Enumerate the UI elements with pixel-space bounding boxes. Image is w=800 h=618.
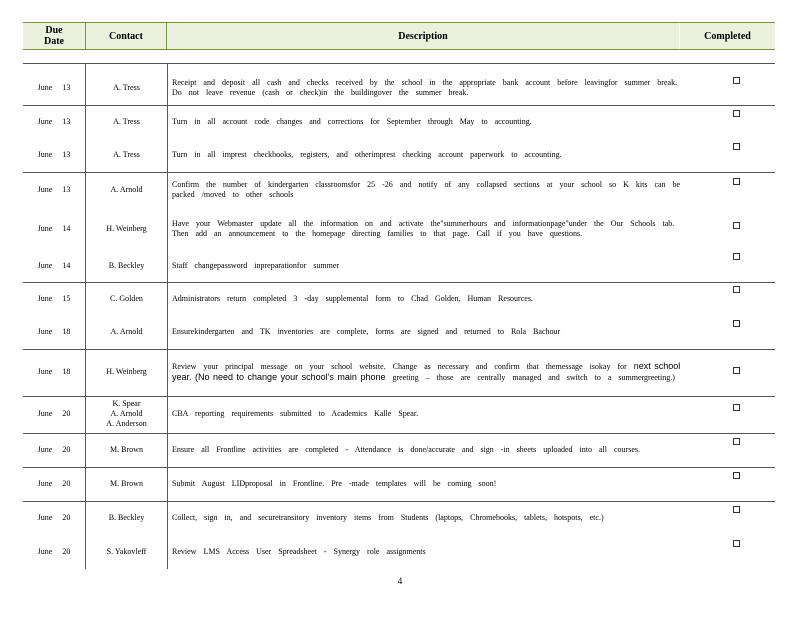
description-text: greeting – those are centrally managed and switch to a summergreeting.) <box>392 373 675 382</box>
due-date-cell: June 13 <box>37 83 71 92</box>
description-cell <box>172 349 692 395</box>
completed-checkbox[interactable] <box>733 286 740 293</box>
header-contact: Contact <box>86 22 166 50</box>
completed-checkbox[interactable] <box>733 438 740 445</box>
contact-cell: B. Beckley <box>108 261 145 270</box>
description-cell <box>172 140 692 170</box>
contact-cell: C. Golden <box>110 294 143 303</box>
due-date-cell: June 20 <box>37 409 71 418</box>
due-date-cell: June 18 <box>37 327 71 336</box>
description-cell <box>172 397 692 431</box>
completed-checkbox[interactable] <box>733 472 740 479</box>
contact-cell: A. Tress <box>113 150 140 159</box>
due-date-cell: June 20 <box>37 444 71 454</box>
due-date-cell: June 13 <box>37 117 71 126</box>
description-text: Administrators return completed 3 -day supplemental form to Chad Golden, Human Resources. <box>172 294 533 303</box>
description-text: Turn in all account code changes and corrections for September through May to accounting. <box>172 117 532 126</box>
contact-cell: M. Brown <box>110 444 143 454</box>
header-completed: Completed <box>680 22 775 50</box>
contact-cell: A. Arnold <box>110 327 143 336</box>
description-text: Receipt and deposit all cash and checks received by the school in the appropriate bank account before leavingfor summer break. Do not leave revenue (cash or check)in the buildingover the summer break. <box>172 78 678 97</box>
description-text: CBA reporting requirements submitted to Academics Kalle Spear. <box>172 409 419 418</box>
contact-cell: A. Tress <box>113 83 140 92</box>
description-cell <box>172 283 692 315</box>
completed-checkbox[interactable] <box>733 320 740 327</box>
description-cell <box>172 502 692 534</box>
description-text: Review LMS Access User Spreadsheet - Synergy role assignments <box>172 547 426 556</box>
due-date-cell: June 14 <box>37 261 71 270</box>
completed-checkbox[interactable] <box>733 222 740 229</box>
description-text: Ensure all Frontline activities are completed - Attendance is done/accurate and sign -in sheets uploaded into all courses. <box>172 444 640 454</box>
due-date-cell: June 20 <box>37 547 71 556</box>
description-cell <box>172 468 692 500</box>
description-text: Collect, sign in, and securetransitory inventory items from Students (laptops, Chromebooks, tablets, hotspots, etc.) <box>172 513 604 522</box>
description-text: Turn in all imprest checkbooks, registers, and otherimprest checking account paperwork to accounting. <box>172 150 562 159</box>
contact-cell: M. Brown <box>110 479 143 488</box>
due-date-cell: June 20 <box>37 513 71 522</box>
contact-cell: H. Weinberg <box>106 224 147 233</box>
completed-checkbox[interactable] <box>733 540 740 547</box>
description-text: Staff changepassword inpreparationfor summer <box>172 261 340 270</box>
header-description: Description <box>167 22 679 50</box>
completed-checkbox[interactable] <box>733 143 740 150</box>
due-date-cell: June 18 <box>37 367 71 376</box>
description-cell <box>172 107 692 137</box>
contact-cell: A. Arnold <box>110 184 143 194</box>
description-cell <box>172 252 692 280</box>
completed-checkbox[interactable] <box>733 77 740 84</box>
description-cell <box>172 433 692 466</box>
description-text: Have your Webmaster update all the information on and activate the"summerhours and informationpage"under the Our Schools tab. Then add an announcement to the homepage directing families to that page. Call if you have questions. <box>172 219 675 238</box>
description-cell <box>172 317 692 347</box>
due-date-cell: June 20 <box>37 479 71 488</box>
completed-checkbox[interactable] <box>733 110 740 117</box>
description-cell <box>172 173 692 206</box>
row-separator <box>23 63 775 64</box>
description-text: Review your principal message on your school website. Change as necessary and confirm that themessage isokay for <box>172 362 627 371</box>
due-date-cell: June 13 <box>37 150 71 159</box>
completed-checkbox[interactable] <box>733 253 740 260</box>
completed-checkbox[interactable] <box>733 178 740 185</box>
description-text: Ensurekindergarten and TK inventories are complete, forms are signed and returned to Rola Bachour <box>172 327 561 336</box>
due-date-cell: June 14 <box>37 224 71 233</box>
due-date-cell: June 13 <box>37 184 71 194</box>
description-text: next school year. (No need to change your school’s main phone <box>172 361 681 382</box>
description-cell <box>172 72 692 104</box>
page-number: 4 <box>397 576 403 586</box>
contact-cell: B. Beckley <box>108 513 145 522</box>
column-divider <box>167 63 168 569</box>
description-text: Confirm the number of kindergarten classroomsfor 25 -26 and notify of any collapsed sections at your school so K kits can be packed /moved to other schools <box>172 179 681 199</box>
completed-checkbox[interactable] <box>733 404 740 411</box>
header-due-date: Due Date <box>23 22 85 50</box>
completed-checkbox[interactable] <box>733 506 740 513</box>
contact-cell: H. Weinberg <box>106 367 147 376</box>
row-separator <box>23 105 775 106</box>
description-text: Submit August LIDproposal in Frontline. Pre -made templates will be coming soon! <box>172 479 497 488</box>
description-cell <box>172 208 692 250</box>
description-cell <box>172 536 692 568</box>
contact-cell: K. Spear A. Arnold A. Anderson <box>106 399 147 428</box>
due-date-cell: June 15 <box>37 294 71 303</box>
table-header <box>23 22 775 50</box>
contact-cell: S. Yakovleff <box>106 547 147 556</box>
contact-cell: A. Tress <box>113 117 140 126</box>
completed-checkbox[interactable] <box>733 367 740 374</box>
